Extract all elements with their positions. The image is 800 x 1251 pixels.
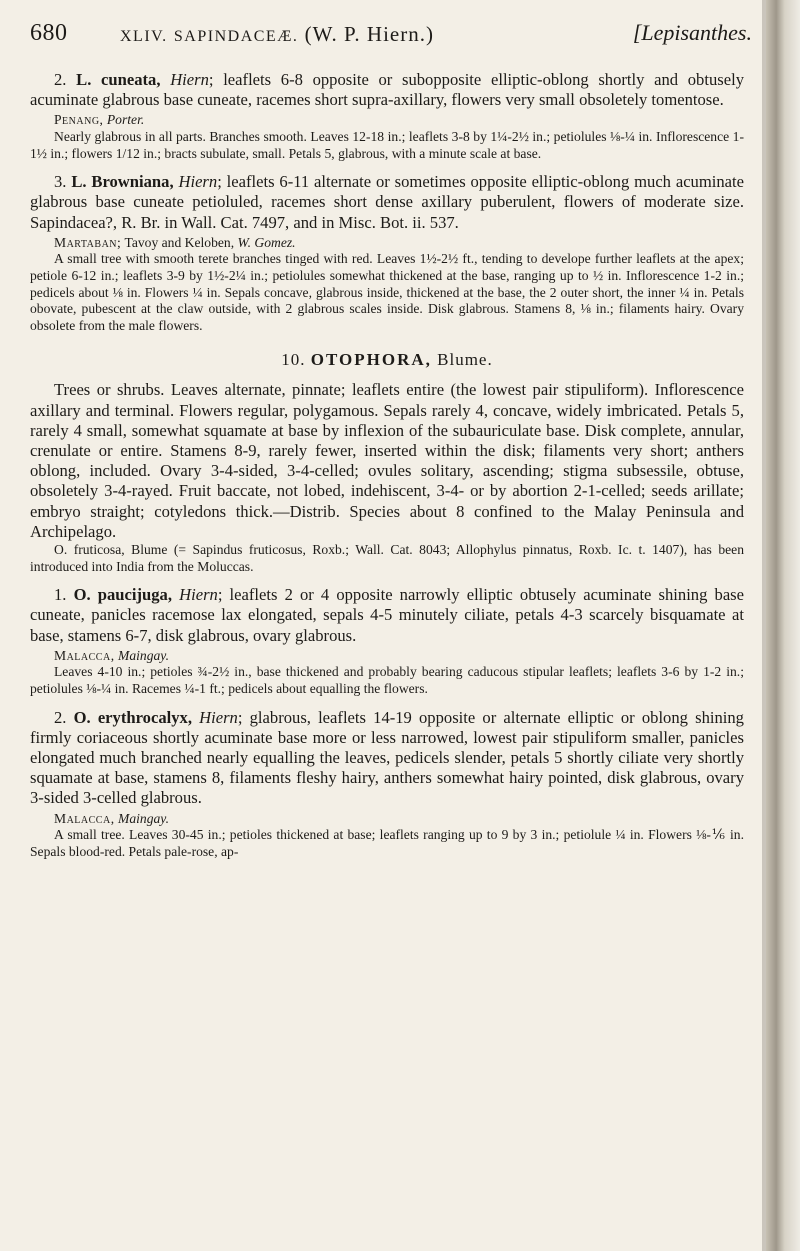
locality-place: Penang, bbox=[54, 112, 104, 128]
locality-collector: Maingay. bbox=[118, 647, 169, 663]
species-name: L. cuneata, bbox=[76, 70, 161, 89]
species-characters: ; leaflets 6-8 opposite or subopposite elliptic-oblong shortly and obtusely acuminate glabrous base cuneate, racemes short supra-axillary, flowers very small obsoletely tomentose. bbox=[30, 70, 744, 110]
species-number: 2. bbox=[54, 707, 67, 727]
species-description bbox=[30, 172, 744, 233]
species-authority: Hiern bbox=[170, 70, 209, 89]
genus-number: 10. bbox=[281, 350, 306, 370]
species-characters: ; leaflets 2 or 4 opposite narrowly elliptic obtusely acuminate shining base cuneate, panicles racemose lax elongated, sepals 4-5 minutely ciliate, petals 4-3 scarcely bisquamate at base, stamens 6-7, disk glabrous, ovary glabrous. bbox=[30, 585, 745, 645]
species-characters: ; glabrous, leaflets 14-19 opposite or alternate elliptic or oblong shining firmly coriaceous shortly acuminate base more or less narrowed, lowest pair stipuliform smaller, panicles elongated much branched nearly equalling the leaves, pedicels slender, petals 5 shortly ciliate very shortly squamate at base, stamens 8, filaments fleshy hairy, anthers somewhat hairy pointed, disk glabrous, ovary 3-sided 3-celled glabrous. bbox=[30, 707, 744, 808]
species-entry-erythrocalyx bbox=[30, 708, 744, 861]
locality-collector: Porter. bbox=[106, 112, 145, 128]
locality-place: Malacca, bbox=[54, 810, 115, 826]
species-locality bbox=[30, 112, 744, 129]
author-name: (W. P. Hiern.) bbox=[304, 22, 434, 46]
locality-collector: W. Gomez. bbox=[237, 234, 296, 250]
species-detail: Nearly glabrous in all parts. Branches smooth. Leaves 12-18 in.; leaflets 3-8 by 1¼-2½ in.; petiolules ⅛-¼ in. Inflorescence 1-1½ in.; flowers 1/12 in.; bracts subulate, small. Petals 5, glabrous, with a minute scale at base. bbox=[30, 129, 744, 161]
running-genus: [Lepisanthes. bbox=[632, 20, 752, 45]
species-authority: Hiern bbox=[179, 585, 218, 605]
species-name: O. erythrocalyx, bbox=[73, 707, 192, 727]
species-description bbox=[30, 70, 744, 110]
genus-note: O. fruticosa, Blume (= Sapindus fruticosus, Roxb.; Wall. Cat. 8043; Allophylus pinnatus, Roxb. Ic. t. 1407), has been introduced into India from the Moluccas. bbox=[30, 541, 744, 574]
genus-heading bbox=[30, 348, 744, 372]
species-number: 3. bbox=[54, 172, 67, 192]
genus-name: OTOPHORA, bbox=[310, 350, 432, 370]
page-edge bbox=[766, 0, 800, 1251]
locality-place: Martaban; bbox=[54, 234, 122, 250]
species-entry-browniana bbox=[30, 172, 744, 334]
species-detail: A small tree with smooth terete branches tinged with red. Leaves 1½-2½ ft., tending to develope further leaflets at the apex; petiole 6-12 in.; leaflets 3-9 by 1½-2¼ in.; petiolules somewhat thickened at the base, ranging up to ½ in. Inflorescence 1-2 in.; pedicels about ⅛ in. Flowers ¼ in. Sepals concave, glabrous inside, thickened at the base, the 2 outer short, the inner ¼ in. Petals obovate, pubescent at the claw outside, with 2 glabrous scales inside. Disk glabrous. Stamens 8, ⅛ in.; filaments hairy. Ovary obsolete from the male flowers. bbox=[30, 251, 744, 333]
chapter-number: XLIV. bbox=[120, 28, 168, 45]
species-entry-paucijuga bbox=[30, 585, 744, 697]
species-detail: Leaves 4-10 in.; petioles ¾-2½ in., base thickened and probably bearing caducous stipular leaflets; leaflets 3-6 by 1-2 in.; petiolules ⅛-¼ in. Racemes ¼-1 ft.; pedicels about equalling the flowers. bbox=[30, 664, 744, 696]
locality-detail: Tavoy and Keloben, bbox=[124, 234, 235, 250]
family-name: SAPINDACEÆ. bbox=[173, 28, 299, 45]
genus-description: Trees or shrubs. Leaves alternate, pinnate; leaflets entire (the lowest pair stipuliform). Inflorescence axillary and terminal. Flowers regular, polygamous. Sepals rarely 4, concave, widely imbricated. Petals 5, rarely 4 small, somewhat squamate at base by inflexion of the subauriculate base. Disk complete, annular, crenulate or entire. Stamens 8-9, rarely fewer, inserted within the disk; filaments very short; anthers oblong, included. Ovary 3-4-sided, 3-4-celled; ovules solitary, ascending; stigma subsessile, obtuse, obsoletely 3-4-rayed. Fruit baccate, not lobed, indehiscent, 3-4- or by abortion 2-1-celled; seeds arillate; embryo straight; cotyledons thick.—Distrib. Species about 8 confined to the Malay Peninsula and Archipelago. bbox=[30, 380, 744, 541]
species-locality bbox=[30, 648, 744, 665]
page-body bbox=[30, 70, 744, 860]
locality-place: Malacca, bbox=[54, 647, 115, 663]
page-number: 680 bbox=[30, 20, 68, 46]
species-characters: ; leaflets 6-11 alternate or sometimes opposite elliptic-oblong much acuminate glabrous base cuneate petioluled, racemes short dense axillary puberulent, flowers of moderate size. Sapindacea?, R. Br. in Wall. Cat. 7497, and in Misc. Bot. ii. 537. bbox=[30, 172, 745, 232]
running-head bbox=[120, 22, 434, 47]
species-authority: Hiern bbox=[199, 707, 238, 727]
page-header bbox=[30, 20, 752, 60]
species-number: 1. bbox=[54, 585, 67, 605]
species-locality bbox=[30, 235, 744, 252]
species-entry-cuneata bbox=[30, 70, 744, 162]
locality-collector: Maingay. bbox=[118, 810, 169, 826]
species-description bbox=[30, 585, 744, 646]
species-locality bbox=[30, 811, 744, 828]
species-name: O. paucijuga, bbox=[73, 585, 172, 605]
species-authority: Hiern bbox=[178, 172, 218, 192]
species-number: 2. bbox=[54, 70, 67, 89]
species-description bbox=[30, 708, 744, 809]
species-name: L. Browniana, bbox=[71, 172, 174, 192]
genus-authority: Blume. bbox=[437, 350, 493, 370]
species-detail: A small tree. Leaves 30-45 in.; petioles thickened at base; leaflets ranging up to 9 by 3 in.; petiolule ¼ in. Flowers ⅛-⅙ in. Sepals blood-red. Petals pale-rose, ap- bbox=[30, 827, 744, 859]
